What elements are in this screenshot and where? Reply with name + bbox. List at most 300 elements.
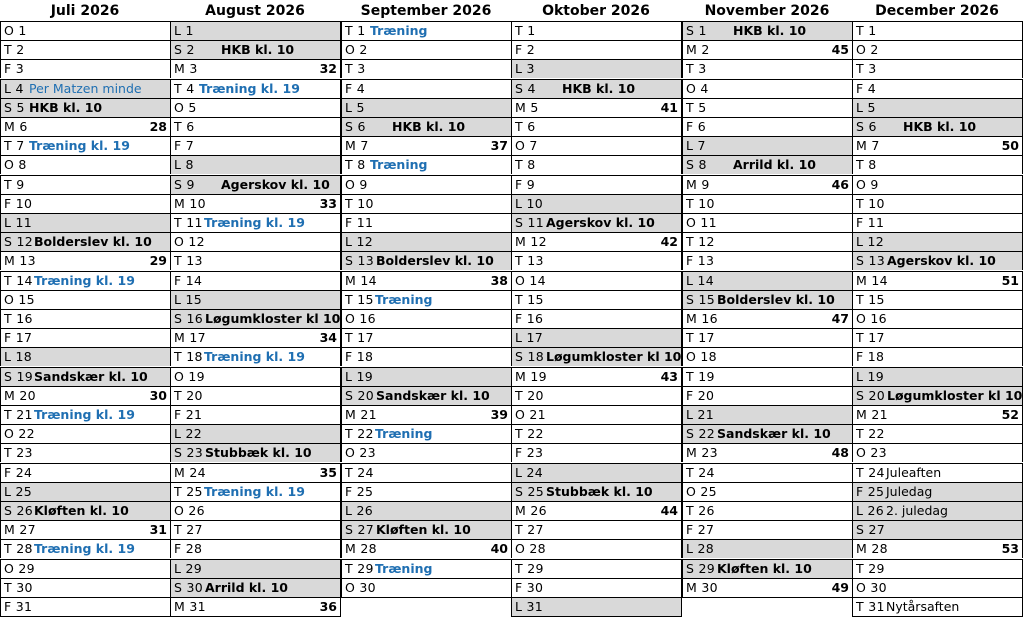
day-row [341,578,512,598]
day-label [856,252,885,270]
day-row [0,328,171,347]
day-label [856,387,885,405]
day-row [341,367,512,386]
day-label [686,560,715,578]
day-row [852,175,1023,194]
day-label [856,291,885,309]
day-number: 28 [529,541,546,557]
day-row [682,501,853,520]
day-label [515,598,543,616]
day-number: 21 [360,407,377,422]
day-row [682,40,853,59]
day-number: 13 [697,253,715,269]
day-row [511,559,682,578]
event-text: Træning kl. 19 [199,80,300,96]
day-row [341,463,512,482]
day-label [345,156,365,174]
day-number: 12 [356,234,374,250]
day-label [856,329,885,347]
day-row [170,578,341,597]
day-label [174,60,198,78]
day-number: 10 [526,195,544,211]
week-number: 45 [831,42,849,58]
day-row [0,232,171,251]
week-number: 28 [149,119,167,134]
day-number: 16 [701,311,718,326]
day-row [852,79,1023,98]
day-number: 9 [870,176,879,192]
day-label [4,137,24,155]
day-number: 23 [526,445,544,461]
day-row [170,386,341,405]
weekday-letter: M [4,253,16,269]
day-row [341,520,512,539]
day-row [852,501,1023,520]
day-number: 5 [188,99,197,115]
day-number: 13 [357,253,375,269]
week-number: 31 [149,522,167,538]
day-row [852,136,1023,155]
week-number: 48 [831,445,849,461]
month-column [682,0,852,613]
weekday-letter: O [174,234,185,250]
day-row [852,578,1023,597]
event-text: Træning kl. 19 [34,272,135,288]
day-row [170,328,341,347]
weekday-letter: S [686,291,695,307]
weekday-letter: O [4,560,15,576]
day-row [0,271,171,290]
day-label [174,464,206,482]
event-text: HKB kl. 10 [392,119,466,134]
day-number: 11 [867,215,885,230]
day-row [341,271,512,290]
month-title: December 2026 [875,3,999,19]
weekday-letter: M [345,272,357,288]
week-number: 52 [1001,407,1019,422]
weekday-letter: S [174,311,183,326]
day-label [345,41,368,59]
day-label [686,387,714,405]
day-number: 23 [359,445,376,461]
weekday-letter: T [174,349,182,365]
day-label [515,137,538,155]
weekday-letter: O [686,215,697,230]
day-row [170,21,341,40]
day-number: 22 [527,426,544,442]
day-row [170,136,341,155]
weekday-letter: L [856,99,864,115]
day-row [170,367,341,386]
weekday-letter: M [856,541,868,557]
weekday-letter: O [345,445,356,461]
event-text: HKB kl. 10 [903,119,977,134]
weekday-letter: L [174,291,182,307]
day-label [345,560,374,578]
weekday-letter: O [345,579,356,595]
weekday-letter: M [856,272,868,288]
day-label [515,156,535,174]
weekday-letter: M [515,368,527,384]
day-number: 11 [700,215,717,230]
weekday-letter: T [856,330,864,346]
day-row [682,98,853,117]
weekday-letter: O [515,272,526,288]
day-label [174,598,206,616]
day-label [515,483,544,501]
day-row [852,271,1023,290]
day-number: 10 [357,195,374,211]
weekday-letter: S [174,579,183,595]
day-row [170,79,341,98]
weekday-letter: F [515,311,523,326]
weekday-letter: M [4,119,16,134]
day-number: 9 [359,176,368,192]
day-label [856,444,887,462]
day-number: 27 [357,522,375,538]
day-label [856,521,885,539]
day-label [686,348,717,366]
weekday-letter: F [4,464,12,480]
day-row [0,367,171,386]
weekday-letter: L [515,61,523,77]
weekday-letter: F [686,387,694,403]
day-row [170,463,341,482]
day-number: 11 [356,215,374,230]
weekday-letter: S [345,522,354,538]
day-label [345,137,369,155]
weekday-letter: F [345,215,353,230]
day-row [852,424,1023,443]
day-label [4,579,33,597]
weekday-letter: S [4,99,13,115]
week-number: 41 [660,99,678,115]
day-number: 19 [356,368,374,384]
event-text: Træning kl. 19 [29,138,130,154]
day-label [174,214,203,232]
weekday-letter: T [4,176,12,192]
weekday-letter: S [686,560,695,576]
day-row [341,328,512,347]
day-label [515,502,547,520]
day-number: 3 [868,61,877,77]
day-number: 24 [189,464,206,480]
day-row [0,155,171,174]
weekday-letter: T [686,195,694,211]
day-label [345,444,376,462]
day-row [0,175,171,194]
day-row [341,309,512,328]
day-row [852,367,1023,386]
day-label [345,329,374,347]
day-number: 20 [186,387,203,403]
weekday-letter: F [345,349,353,365]
weekday-letter: L [856,234,864,250]
day-row [170,559,341,578]
day-number: 14 [185,272,203,288]
weekday-letter: L [174,426,182,442]
weekday-letter: T [4,579,12,595]
event-text: HKB kl. 10 [29,99,103,115]
day-row [170,443,341,462]
day-row [0,40,171,59]
day-number: 21 [185,407,203,422]
weekday-letter: O [174,368,185,384]
day-number: 18 [700,349,717,365]
weekday-letter: O [345,42,356,58]
day-row [511,367,682,386]
event-text: Juledag [886,483,933,499]
day-row [682,463,853,482]
day-label [515,329,543,347]
day-number: 5 [356,99,365,115]
day-number: 4 [700,80,709,96]
weekday-letter: M [686,445,698,461]
day-label [856,214,884,232]
weekday-letter: S [345,119,354,134]
day-number: 8 [698,157,707,173]
day-label [345,425,374,443]
day-row [0,578,171,597]
day-label [686,521,714,539]
day-label [4,560,35,578]
weekday-letter: O [515,541,526,557]
weekday-letter: O [686,80,697,96]
weekday-letter: S [174,445,183,461]
day-label [4,195,32,213]
weekday-letter: O [4,23,15,38]
day-number: 23 [186,445,204,461]
day-label [345,387,374,405]
weekday-letter: T [174,215,182,230]
day-label [174,176,195,194]
day-row [170,539,341,558]
week-number: 35 [319,464,337,480]
day-row [0,482,171,501]
week-number: 51 [1001,272,1019,288]
month-title: August 2026 [205,3,305,19]
day-label [345,272,377,290]
day-row [341,251,512,270]
day-number: 13 [19,253,36,269]
day-number: 23 [16,445,33,461]
weekday-letter: T [515,291,523,307]
week-number: 53 [1001,541,1019,557]
day-label [345,579,376,597]
weekday-letter: O [515,407,526,422]
day-row [511,59,682,78]
day-number: 26 [16,503,34,518]
day-number: 31 [15,599,33,614]
day-row [852,463,1023,482]
day-label [686,99,706,117]
day-label [345,310,376,328]
day-label [686,368,715,386]
event-text: Løgumkloster kl 10 [546,349,682,365]
day-row [341,59,512,78]
week-number: 32 [319,61,337,77]
weekday-letter: L [345,99,353,115]
weekday-letter: F [174,138,182,154]
day-label [174,80,194,98]
day-row [682,271,853,290]
day-label [856,560,885,578]
weekday-letter: L [686,272,694,288]
event-text: Træning [375,560,433,576]
day-label [4,118,28,136]
event-text: Juleaften [886,464,942,480]
event-text: Træning kl. 19 [204,215,305,230]
day-label [345,252,374,270]
day-row [170,424,341,443]
event-text: Løgumkloster kl 10 [887,387,1023,403]
day-label [345,406,377,424]
day-number: 18 [527,349,545,365]
weekday-letter: F [515,176,523,192]
event-text: Træning [375,291,433,307]
day-label [515,41,535,59]
event-text: Agerskov kl. 10 [546,215,655,230]
day-number: 6 [19,119,28,134]
day-label [856,310,887,328]
weekday-letter: F [4,61,12,77]
day-label [4,598,32,616]
weekday-letter: M [4,387,16,403]
day-number: 27 [19,522,36,538]
weekday-letter: F [686,522,694,538]
day-number: 23 [870,445,887,461]
day-label [856,540,888,558]
weekday-letter: T [345,291,353,307]
weekday-letter: T [345,157,353,173]
day-number: 11 [527,215,545,230]
week-number: 29 [149,253,167,269]
weekday-letter: M [345,138,357,154]
day-row [341,136,512,155]
day-row [341,155,512,174]
day-label [174,41,195,59]
day-label [515,252,544,270]
day-number: 2 [16,42,25,58]
day-number: 19 [698,368,715,384]
month-title: September 2026 [360,3,492,19]
day-row [682,194,853,213]
day-number: 14 [529,272,546,288]
day-label [686,176,710,194]
day-number: 6 [527,119,536,134]
weekday-letter: T [856,23,864,38]
day-row [682,347,853,366]
day-row [0,520,171,539]
day-number: 20 [697,387,715,403]
event-text: Træning kl. 19 [34,407,135,422]
event-text: Arrild kl. 10 [733,157,816,173]
weekday-letter: O [856,176,867,192]
weekday-letter: F [686,253,694,269]
weekday-letter: O [4,157,15,173]
day-number: 15 [357,291,374,307]
day-number: 24 [357,464,374,480]
day-label [4,60,24,78]
day-number: 22 [868,426,885,442]
day-label [174,444,203,462]
day-label [686,425,715,443]
day-number: 23 [701,445,718,461]
day-label [856,579,887,597]
event-text: 2. juledag [886,503,948,518]
day-number: 30 [359,579,376,595]
day-number: 15 [868,291,885,307]
day-row [170,98,341,117]
day-number: 28 [185,541,203,557]
weekday-letter: T [345,330,353,346]
week-number: 47 [831,311,849,326]
event-text: Træning kl. 19 [204,483,305,499]
day-number: 18 [356,349,374,365]
day-row [341,98,512,117]
day-number: 7 [360,138,369,154]
day-label [174,118,194,136]
day-number: 17 [868,330,885,346]
day-label [856,368,884,386]
day-label [515,444,543,462]
day-row [511,271,682,290]
day-row [0,597,171,617]
day-number: 10 [189,195,206,211]
day-number: 29 [698,560,716,576]
day-label [515,195,543,213]
day-row [170,482,341,501]
day-row [170,290,341,309]
day-label [686,60,706,78]
day-number: 12 [16,234,34,250]
weekday-letter: T [4,407,12,422]
weekday-letter: T [686,368,694,384]
day-row [852,59,1023,78]
day-label [174,22,194,40]
day-label [345,80,365,98]
day-row [0,194,171,213]
day-label [345,233,373,251]
weekday-letter: S [686,23,695,38]
day-label [856,425,885,443]
weekday-letter: M [174,464,186,480]
weekday-letter: M [345,541,357,557]
day-label [686,291,715,309]
day-label [515,118,535,136]
weekday-letter: T [515,253,523,269]
day-row [852,347,1023,366]
day-label [174,99,197,117]
day-label [515,233,547,251]
weekday-letter: O [686,349,697,365]
day-label [174,560,202,578]
day-row [852,443,1023,462]
day-number: 30 [16,579,33,595]
event-text: Træning kl. 19 [204,349,305,365]
event-text: Nytårsaften [886,599,960,614]
weekday-letter: S [856,387,865,403]
weekday-letter: F [856,349,864,365]
week-number: 38 [490,272,508,288]
day-number: 2 [186,42,195,58]
day-number: 20 [19,387,36,403]
day-number: 1 [185,23,194,38]
day-label [856,233,884,251]
day-label [174,540,202,558]
day-label [4,233,33,251]
weekday-letter: S [4,503,13,518]
